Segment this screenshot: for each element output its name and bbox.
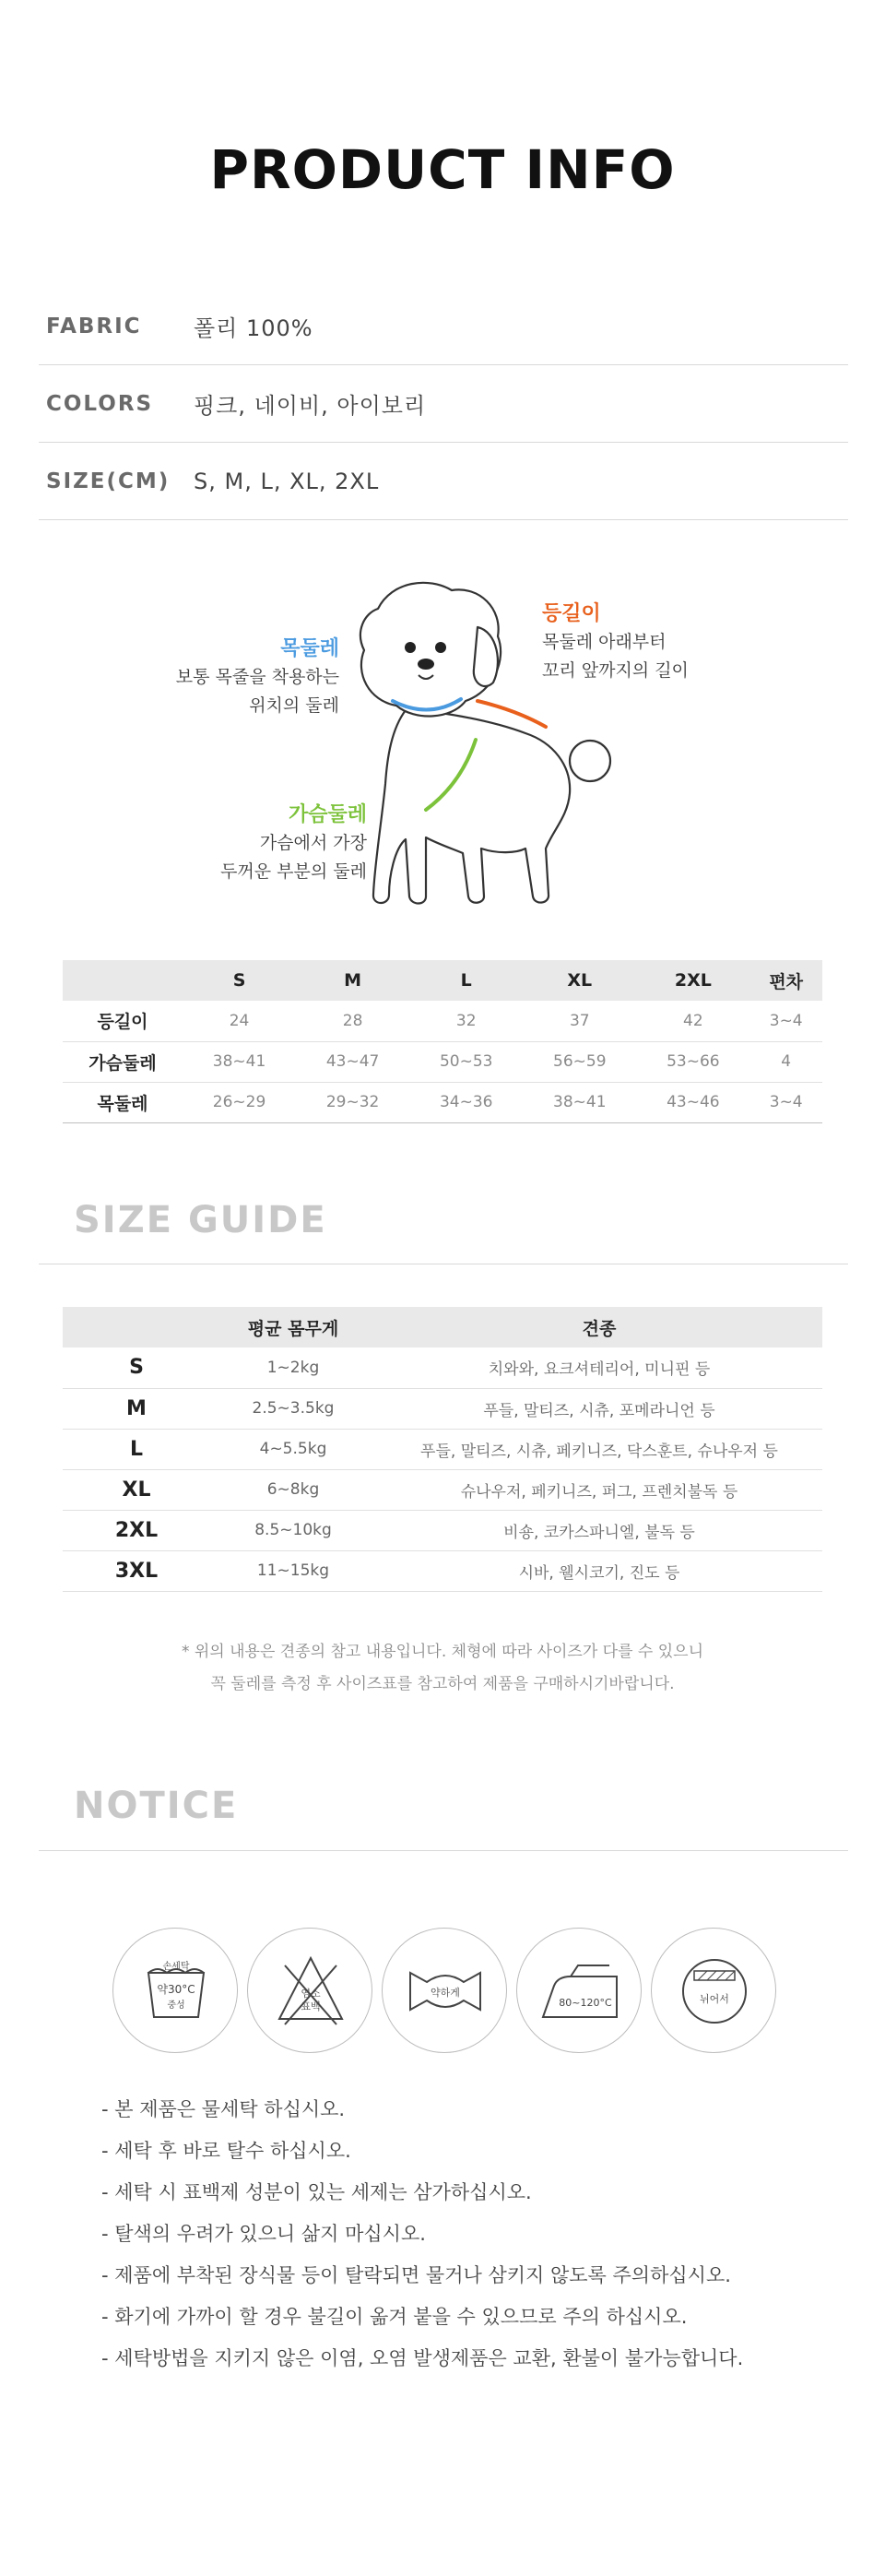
table-row	[63, 1510, 822, 1550]
chest-desc-2: 두꺼운 부분의 둘레	[220, 861, 367, 882]
table-cell: 8.5~10kg	[210, 1510, 376, 1550]
guide-header-cell: 평균 몸무게	[210, 1307, 376, 1347]
neck-title: 목둘레	[280, 637, 339, 660]
table-cell: 37	[523, 1001, 636, 1041]
neck-label	[155, 635, 339, 720]
table-row	[63, 1347, 822, 1388]
table-cell: 3~4	[749, 1082, 822, 1122]
list-item: - 세탁방법을 지키지 않은 이염, 오염 발생제품은 교환, 환불이 불가능합니다.	[101, 2347, 744, 2369]
list-item: - 세탁 시 표백제 성분이 있는 세제는 삼가하십시오.	[101, 2181, 532, 2203]
row-header: S	[63, 1347, 210, 1388]
table-cell: 11~15kg	[210, 1550, 376, 1591]
table-cell: 43~47	[296, 1041, 409, 1082]
table-row	[63, 1469, 822, 1510]
row-header: 2XL	[63, 1510, 210, 1550]
table-row	[63, 1041, 822, 1082]
hand-wash-text-1: 손세탁	[162, 1962, 190, 1972]
gentle-wring-text: 약하게	[431, 1987, 460, 1999]
table-cell: 푸들, 말티즈, 시츄, 포메라니언 등	[376, 1388, 822, 1429]
hand-wash-text-2: 약30°C	[157, 1983, 195, 1996]
size-table-header-cell: 2XL	[636, 960, 749, 1001]
fabric-row	[39, 288, 848, 365]
size-guide-note	[0, 1636, 885, 1701]
guide-table-header	[63, 1307, 822, 1347]
back-label	[542, 599, 726, 685]
chest-title: 가슴둘레	[288, 803, 367, 826]
size-table-header-cell: 편차	[749, 960, 822, 1001]
neck-desc-2: 위치의 둘레	[249, 695, 339, 716]
list-item: - 화기에 가까이 할 경우 불길이 옮겨 붙을 수 있으므로 주의 하십시오.	[101, 2306, 688, 2328]
back-desc-1: 목둘레 아래부터	[542, 632, 667, 652]
table-cell: 38~41	[523, 1082, 636, 1122]
table-cell: 26~29	[183, 1082, 296, 1122]
size-value: S, M, L, XL, 2XL	[194, 468, 380, 494]
table-cell: 42	[636, 1001, 749, 1041]
note-line-2: 꼭 둘레를 측정 후 사이즈표를 참고하여 제품을 구매하시기바랍니다.	[210, 1675, 675, 1693]
gentle-wring-icon	[382, 1928, 507, 2053]
table-cell: 32	[409, 1001, 523, 1041]
size-table-header-cell: XL	[523, 960, 636, 1001]
row-header: M	[63, 1388, 210, 1429]
notice-list	[101, 2089, 839, 2380]
chest-label	[183, 801, 367, 886]
table-cell: 3~4	[749, 1001, 822, 1041]
back-desc-2: 꼬리 앞까지의 길이	[542, 660, 689, 681]
list-item: - 본 제품은 물세탁 하십시오.	[101, 2098, 346, 2120]
flat-dry-text: 뉘어서	[700, 1993, 729, 2005]
table-cell: 38~41	[183, 1041, 296, 1082]
table-cell: 24	[183, 1001, 296, 1041]
colors-row	[39, 365, 848, 443]
row-header: L	[63, 1429, 210, 1469]
guide-header-cell	[63, 1307, 210, 1347]
table-cell: 4~5.5kg	[210, 1429, 376, 1469]
colors-value: 핑크, 네이비, 아이보리	[194, 393, 427, 419]
notice-title: NOTICE	[74, 1785, 239, 1827]
table-cell: 29~32	[296, 1082, 409, 1122]
neck-desc-1: 보통 목줄을 착용하는	[175, 667, 339, 687]
note-line-1: * 위의 내용은 견종의 참고 내용입니다. 체형에 따라 사이즈가 다를 수 있으니	[181, 1643, 703, 1661]
iron-icon	[516, 1928, 642, 2053]
iron-text: 80~120°C	[559, 1997, 612, 2009]
list-item: - 세탁 후 바로 탈수 하십시오.	[101, 2140, 351, 2162]
fabric-label: FABRIC	[46, 314, 142, 338]
hand-wash-icon	[112, 1928, 238, 2053]
fabric-value: 폴리 100%	[194, 315, 313, 341]
table-cell: 푸들, 말티즈, 시츄, 페키니즈, 닥스훈트, 슈나우저 등	[376, 1429, 822, 1469]
back-title: 등길이	[542, 602, 601, 625]
care-icons	[112, 1928, 776, 2057]
row-header: 목둘레	[63, 1082, 183, 1122]
table-cell: 치와와, 요크셔테리어, 미니핀 등	[376, 1347, 822, 1388]
flat-dry-icon	[651, 1928, 776, 2053]
list-item: - 제품에 부착된 장식물 등이 탈락되면 물거나 삼키지 않도록 주의하십시오.	[101, 2264, 731, 2286]
no-bleach-text-2: 표백	[301, 2000, 321, 2012]
size-row	[39, 443, 848, 520]
no-bleach-text-1: 염소	[301, 1988, 321, 2000]
size-table-header-cell: L	[409, 960, 523, 1001]
colors-label: COLORS	[46, 391, 154, 416]
table-cell: 비숑, 코카스파니엘, 불독 등	[376, 1510, 822, 1550]
table-cell: 50~53	[409, 1041, 523, 1082]
table-cell: 43~46	[636, 1082, 749, 1122]
chest-desc-1: 가슴에서 가장	[259, 833, 367, 853]
size-table-header-cell	[63, 960, 183, 1001]
list-item: - 탈색의 우려가 있으니 삶지 마십시오.	[101, 2223, 426, 2245]
table-cell: 6~8kg	[210, 1469, 376, 1510]
row-header: 등길이	[63, 1001, 183, 1041]
hand-wash-text-3: 중성	[167, 2000, 185, 2011]
table-row	[63, 1388, 822, 1429]
size-table	[63, 960, 822, 1123]
guide-header-cell: 견종	[376, 1307, 822, 1347]
table-row	[63, 1001, 822, 1041]
table-cell: 시바, 웰시코기, 진도 등	[376, 1550, 822, 1591]
table-row	[63, 1550, 822, 1591]
page-title: PRODUCT INFO	[209, 138, 676, 201]
table-cell: 슈나우저, 페키니즈, 퍼그, 프렌치불독 등	[376, 1469, 822, 1510]
table-row	[63, 1082, 822, 1122]
size-table-header	[63, 960, 822, 1001]
no-bleach-icon	[247, 1928, 372, 2053]
table-cell: 53~66	[636, 1041, 749, 1082]
table-cell: 2.5~3.5kg	[210, 1388, 376, 1429]
table-cell: 56~59	[523, 1041, 636, 1082]
divider	[39, 1850, 848, 1851]
table-row	[63, 1429, 822, 1469]
table-cell: 34~36	[409, 1082, 523, 1122]
size-table-header-cell: S	[183, 960, 296, 1001]
table-cell: 1~2kg	[210, 1347, 376, 1388]
row-header: XL	[63, 1469, 210, 1510]
size-label: SIZE(CM)	[46, 469, 171, 493]
row-header: 3XL	[63, 1550, 210, 1591]
size-table-header-cell: M	[296, 960, 409, 1001]
size-guide-title: SIZE GUIDE	[74, 1199, 327, 1241]
measurement-illustration	[175, 572, 701, 922]
table-cell: 4	[749, 1041, 822, 1082]
row-header: 가슴둘레	[63, 1041, 183, 1082]
size-guide-table	[63, 1307, 822, 1592]
table-cell: 28	[296, 1001, 409, 1041]
